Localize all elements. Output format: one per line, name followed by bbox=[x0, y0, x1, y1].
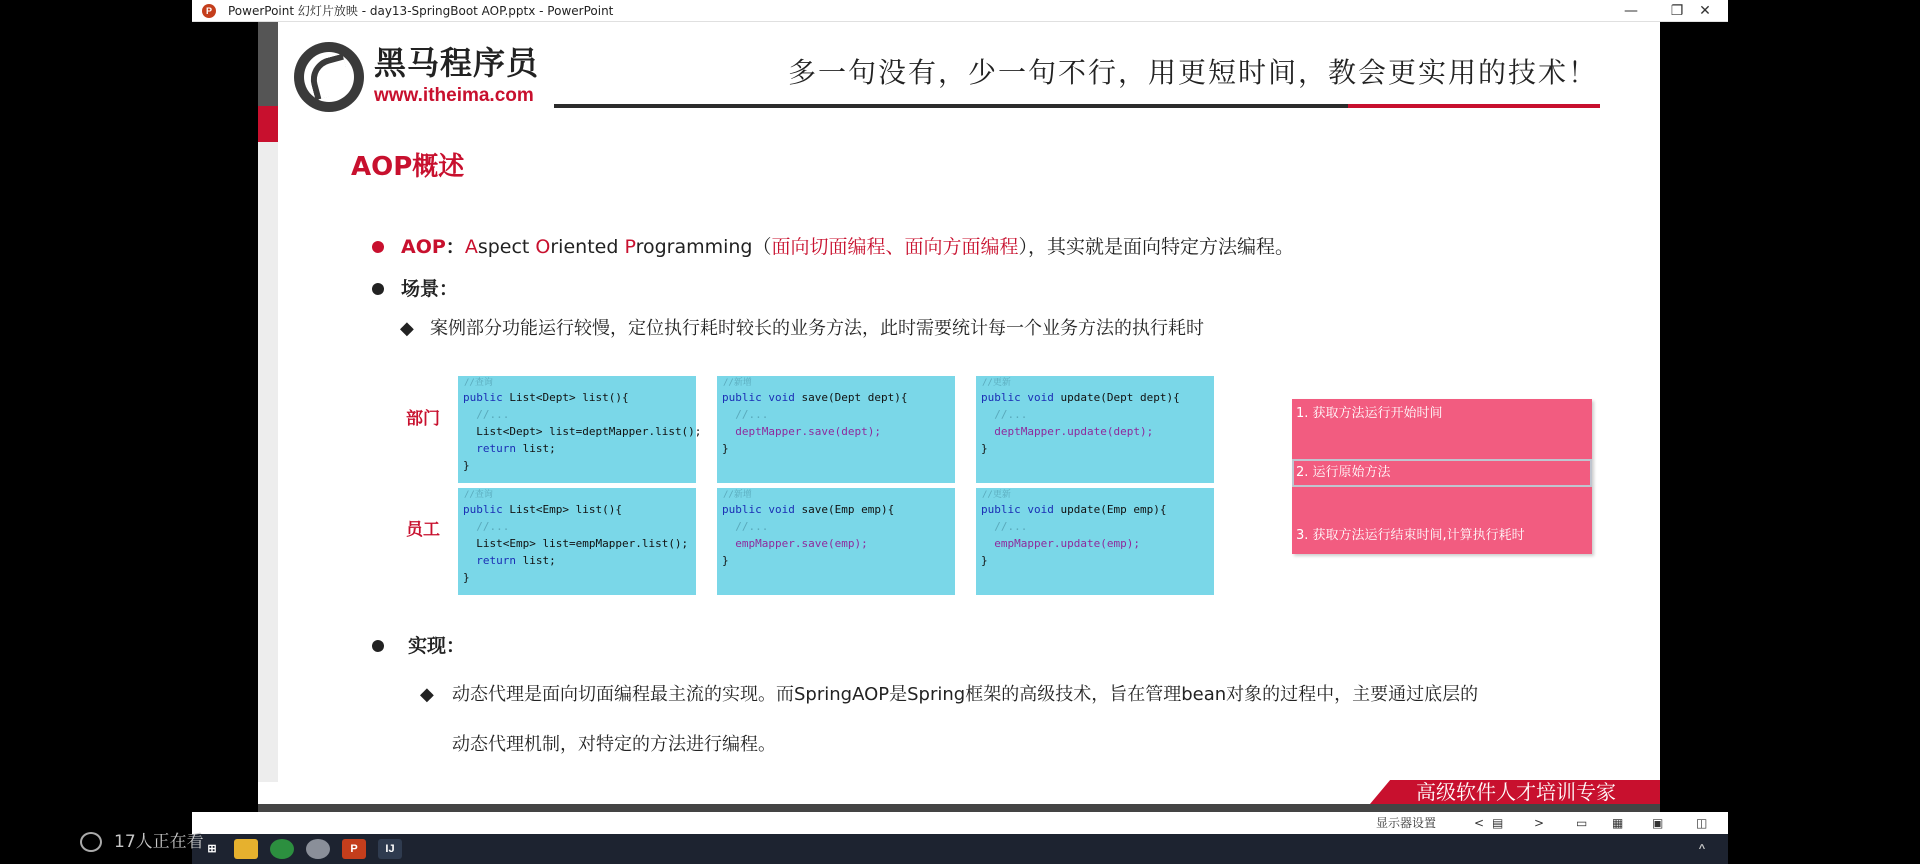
code-block-emp-save bbox=[717, 488, 955, 595]
step-2: 2. 运行原始方法 bbox=[1296, 465, 1391, 480]
slideshow-view-icon[interactable]: ◫ bbox=[1696, 816, 1708, 830]
aop-colon: ： bbox=[445, 236, 465, 258]
impl-line-2: 动态代理机制，对特定的方法进行编程。 bbox=[452, 734, 776, 755]
step-3: 3. 获取方法运行结束时间,计算执行耗时 bbox=[1296, 528, 1525, 543]
aop-letter-o: O bbox=[535, 236, 551, 258]
impl-line-1: 动态代理是面向切面编程最主流的实现。而SpringAOP是Spring框架的高级技术，旨在管理bean对象的过程中，主要通过底层的 bbox=[452, 684, 1479, 705]
code-text: public void save(Emp emp){ //... empMapper.save(emp); } bbox=[722, 503, 895, 567]
code-comment: //查询 bbox=[464, 378, 493, 388]
page-title: AOP概述 bbox=[351, 152, 465, 182]
logo-url: www.itheima.com bbox=[374, 85, 534, 106]
code-text: public void update(Dept dept){ //... deptMapper.update(dept); } bbox=[981, 391, 1180, 455]
taskbar bbox=[192, 834, 1728, 864]
aop-cn-terms: 面向切面编程、面向方面编程 bbox=[771, 236, 1019, 258]
code-comment: //查询 bbox=[464, 490, 493, 500]
display-settings-button[interactable]: 显示器设置 bbox=[1376, 816, 1437, 830]
aop-letter-p: P bbox=[624, 236, 636, 258]
code-block-dept-save bbox=[717, 376, 955, 483]
diamond-bullet-icon: ◆ bbox=[400, 318, 414, 339]
aop-definition bbox=[401, 234, 1294, 260]
scene-heading: 场景： bbox=[401, 278, 459, 300]
reading-view-icon[interactable]: ▣ bbox=[1652, 816, 1664, 830]
code-block-emp-update bbox=[976, 488, 1214, 595]
code-text: public List<Emp> list(){ //... List<Emp> list=empMapper.list(); return list; } bbox=[463, 503, 689, 584]
close-button[interactable]: ✕ bbox=[1699, 3, 1711, 19]
viewers-icon bbox=[80, 832, 102, 852]
powerpoint-icon: P bbox=[202, 4, 216, 18]
chrome-icon[interactable] bbox=[270, 839, 294, 859]
slide bbox=[258, 22, 1660, 804]
slide-bottom-border bbox=[258, 804, 1660, 812]
code-text: public List<Dept> list(){ //... List<Dept> list=deptMapper.list(); return list; } bbox=[463, 391, 702, 472]
window-title: PowerPoint 幻灯片放映 - day13-SpringBoot AOP.pptx - PowerPoint bbox=[228, 4, 614, 18]
code-comment: //更新 bbox=[982, 378, 1011, 388]
row-label-emp: 员工 bbox=[406, 520, 440, 540]
bullet-icon bbox=[372, 241, 384, 253]
code-block-emp-list bbox=[458, 488, 696, 595]
aop-letter-a: A bbox=[464, 236, 478, 258]
tray-expand-icon[interactable]: ^ bbox=[1698, 843, 1706, 855]
diamond-bullet-icon: ◆ bbox=[420, 684, 434, 705]
viewers-count: 17人正在看 bbox=[114, 832, 204, 852]
aop-word-rogramming: rogramming（ bbox=[635, 236, 772, 258]
app-icon[interactable] bbox=[306, 839, 330, 859]
file-explorer-icon[interactable] bbox=[234, 839, 258, 859]
code-text: public void save(Dept dept){ //... deptMapper.save(dept); } bbox=[722, 391, 908, 455]
bullet-icon bbox=[372, 283, 384, 295]
code-text: public void update(Emp emp){ //... empMapper.update(emp); } bbox=[981, 503, 1167, 567]
left-accent-bar-gray bbox=[258, 142, 278, 782]
slide-sorter-icon[interactable]: ▤ bbox=[1492, 816, 1504, 830]
prev-slide-button[interactable]: < bbox=[1474, 816, 1485, 830]
minimize-button[interactable]: — bbox=[1624, 3, 1638, 19]
left-accent-bar bbox=[258, 22, 278, 106]
left-accent-bar-red bbox=[258, 106, 278, 142]
footer-banner-text: 高级软件人才培训专家 bbox=[1416, 780, 1616, 804]
windows-start-icon[interactable]: ⊞ bbox=[207, 843, 217, 855]
bullet-icon bbox=[372, 640, 384, 652]
powerpoint-taskbar-icon[interactable]: P bbox=[342, 839, 366, 859]
code-block-dept-update bbox=[976, 376, 1214, 483]
next-slide-button[interactable]: > bbox=[1534, 816, 1545, 830]
normal-view-icon[interactable]: ▭ bbox=[1576, 816, 1588, 830]
code-comment: //新增 bbox=[723, 490, 752, 500]
code-block-dept-list bbox=[458, 376, 702, 483]
step-1: 1. 获取方法运行开始时间 bbox=[1296, 406, 1443, 421]
aop-word-spect: spect bbox=[477, 236, 536, 258]
sorter-view-icon[interactable]: ▦ bbox=[1612, 816, 1624, 830]
code-comment: //更新 bbox=[982, 490, 1011, 500]
intellij-icon[interactable]: IJ bbox=[378, 839, 402, 859]
window-titlebar bbox=[192, 0, 1728, 22]
restore-button[interactable]: ❐ bbox=[1670, 3, 1684, 19]
slogan: 多一句没有，少一句不行，用更短时间，教会更实用的技术！ bbox=[788, 56, 1599, 89]
impl-heading: 实现： bbox=[408, 635, 466, 657]
aop-word-riented: riented bbox=[550, 236, 625, 258]
steps-box bbox=[1292, 399, 1592, 554]
header-divider-accent bbox=[1348, 104, 1600, 108]
aop-tail: ），其实就是面向特定方法编程。 bbox=[1018, 236, 1295, 258]
aop-term: AOP bbox=[401, 236, 446, 258]
scene-text: 案例部分功能运行较慢，定位执行耗时较长的业务方法，此时需要统计每一个业务方法的执行耗时 bbox=[430, 318, 1204, 339]
code-comment: //新增 bbox=[723, 378, 752, 388]
logo-text: 黑马程序员 bbox=[374, 44, 540, 82]
presenter-toolbar bbox=[192, 812, 1728, 834]
row-label-dept: 部门 bbox=[406, 409, 440, 429]
